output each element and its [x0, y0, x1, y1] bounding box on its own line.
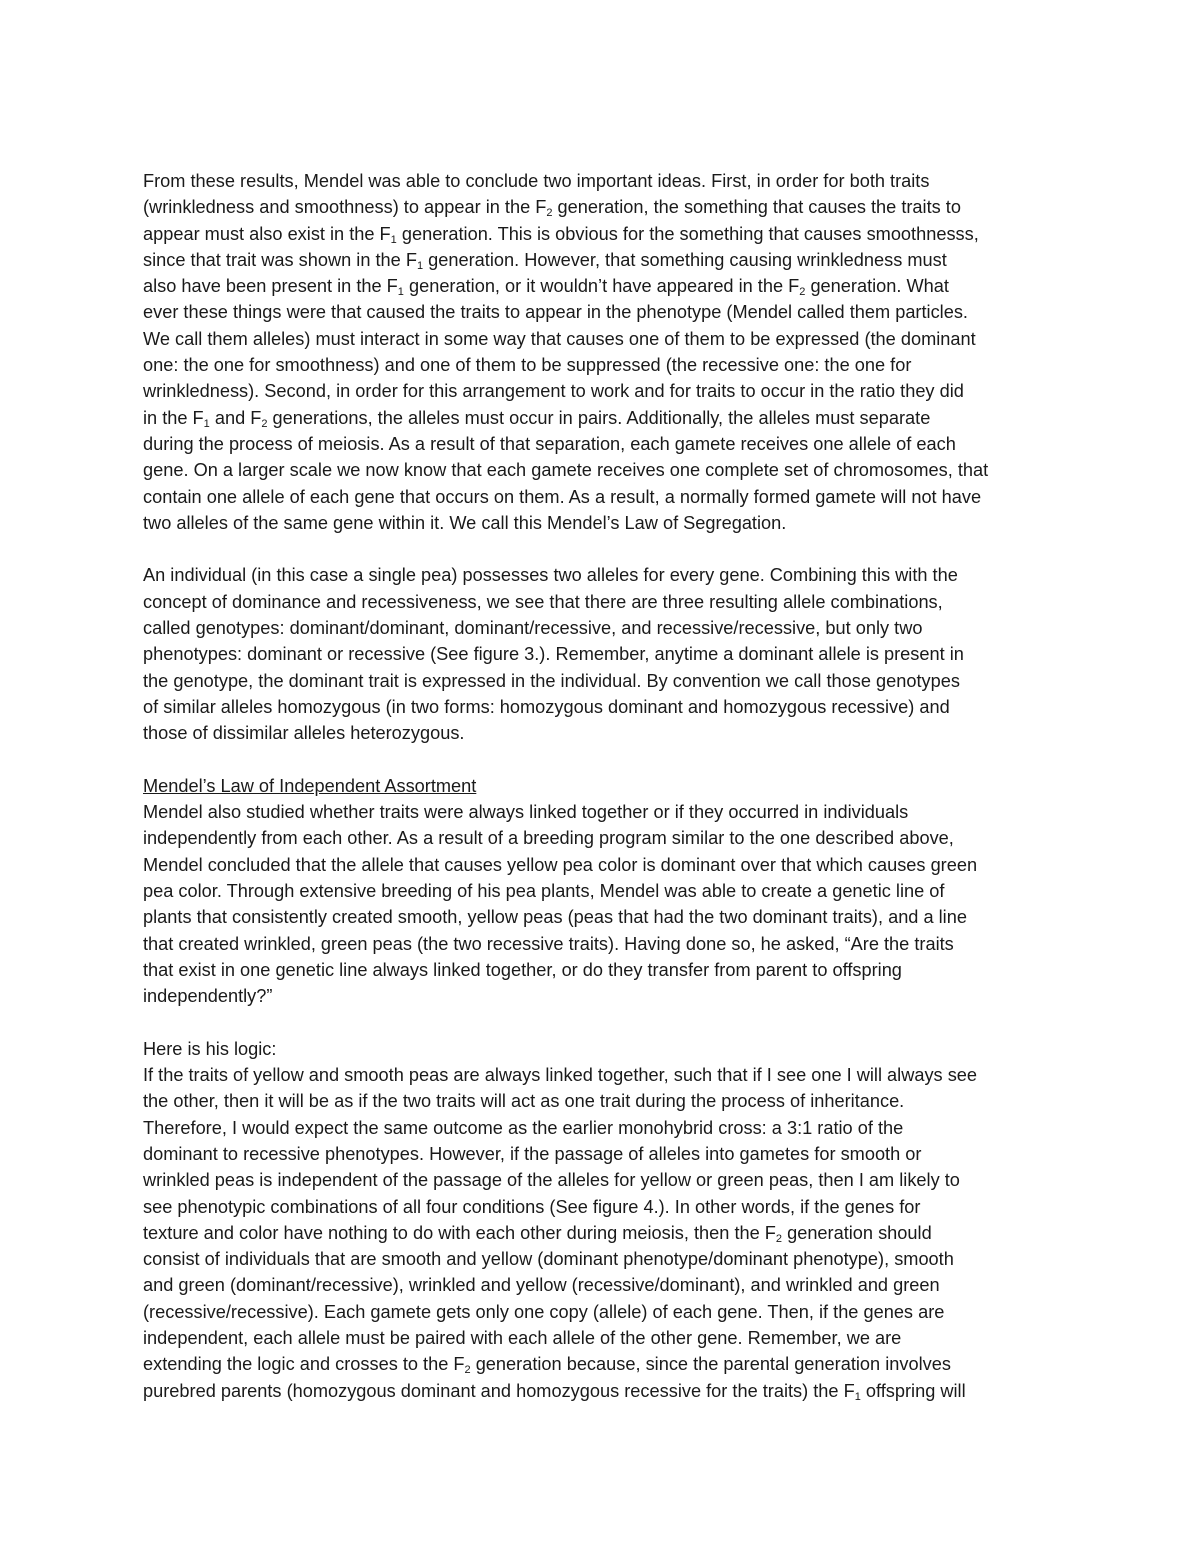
paragraph-segregation: [143, 168, 1073, 536]
text-line: gene. On a larger scale we now know that each gamete receives one complete set of chromosomes, that: [143, 460, 989, 481]
paragraph-spacer: [143, 747, 1073, 773]
text-line: the other, then it will be as if the two traits will act as one trait during the process of inheritance.: [143, 1091, 905, 1112]
text-line: the genotype, the dominant trait is expressed in the individual. By convention we call those genotypes: [143, 670, 960, 691]
text-line: dominant to recessive phenotypes. However, if the passage of alleles into gametes for smooth or: [143, 1143, 922, 1164]
text-line: Here is his logic:: [143, 1038, 277, 1059]
text-line: texture and color have nothing to do with each other during meiosis, then the $F_2$ generation should: [143, 1222, 932, 1245]
section-independent-assortment: [143, 773, 1073, 1010]
text-line: during the process of meiosis. As a result of that separation, each gamete receives one allele of each: [143, 433, 956, 454]
text-line: From these results, Mendel was able to conclude two important ideas. First, in order for both traits: [143, 171, 930, 191]
subscript: 1: [854, 1390, 861, 1403]
text-line: plants that consistently created smooth, yellow peas (peas that had the two dominant traits), and a line: [143, 907, 967, 928]
text-line: those of dissimilar alleles heterozygous.: [143, 723, 465, 744]
text-line: called genotypes: dominant/dominant, dominant/recessive, and recessive/recessive, but only two: [143, 618, 923, 639]
text-line: Therefore, I would expect the same outcome as the earlier monohybrid cross: a 3:1 ratio of the: [143, 1117, 904, 1138]
subscript: 1: [390, 233, 397, 246]
paragraph-spacer: [143, 1010, 1073, 1036]
text-line: and green (dominant/recessive), wrinkled and yellow (recessive/dominant), and wrinkled and green: [143, 1275, 940, 1296]
text-line: independently?”: [143, 986, 273, 1007]
subscript: 1: [416, 259, 424, 272]
subscript: 2: [464, 1364, 471, 1377]
text-line: two alleles of the same gene within it. We call this Mendel’s Law of Segregation.: [143, 512, 787, 533]
text-line: An individual (in this case a single pea) possesses two alleles for every gene. Combining this with the: [143, 565, 958, 586]
text-line: see phenotypic combinations of all four conditions (See figure 4.). In other words, if the genes for: [143, 1196, 921, 1217]
text-line: (recessive/recessive). Each gamete gets only one copy (allele) of each gene. Then, if the genes are: [143, 1301, 945, 1322]
paragraph-spacer: [143, 536, 1073, 562]
text-line: independently from each other. As a result of a breeding program similar to the one described above,: [143, 828, 954, 849]
text-line: Mendel concluded that the allele that causes yellow pea color is dominant over that which causes green: [143, 854, 978, 875]
text-line: concept of dominance and recessiveness, we see that there are three resulting allele combinations,: [143, 591, 943, 612]
text-line: consist of individuals that are smooth and yellow (dominant phenotype/dominant phenotype), smooth: [143, 1249, 954, 1270]
subscript: 2: [546, 207, 553, 220]
subscript: 2: [775, 1232, 783, 1245]
section-heading: Mendel’s Law of Independent Assortment: [143, 775, 477, 796]
subscript: 2: [799, 286, 806, 299]
text-line: that created wrinkled, green peas (the two recessive traits). Having done so, he asked, “Are the traits: [143, 933, 954, 954]
text-line: Mendel also studied whether traits were always linked together or if they occurred in individuals: [143, 802, 909, 823]
subscript: 1: [203, 417, 210, 430]
text-line: in the $F_1$ and $F_2$ generations, the alleles must occur in pairs. Additionally, the alleles must separate: [143, 407, 931, 430]
text-line: wrinkledness). Second, in order for this arrangement to work and for traits to occur in the ratio they did: [143, 381, 964, 402]
text-line: We call them alleles) must interact in some way that causes one of them to be expressed (the dominant: [143, 328, 976, 349]
paragraph-logic: [143, 1036, 1073, 1404]
text-line: (wrinkledness and smoothness) to appear in the $F_2$ generation, the something that causes the traits to: [143, 197, 961, 220]
text-line: independent, each allele must be paired with each allele of the other gene. Remember, we are: [143, 1328, 902, 1349]
text-line: purebred parents (homozygous dominant and homozygous recessive for the traits) the $F_1$ offspring will: [143, 1380, 966, 1403]
text-line: wrinkled peas is independent of the passage of the alleles for yellow or green peas, then I am likely to: [143, 1170, 960, 1191]
text-line: appear must also exist in the $F_1$ generation. This is obvious for the something that causes smoothnesss,: [143, 223, 979, 246]
text-line: If the traits of yellow and smooth peas are always linked together, such that if I see one I will always see: [143, 1065, 978, 1086]
document-body: [143, 168, 1073, 1404]
text-line: that exist in one genetic line always linked together, or do they transfer from parent to offspring: [143, 959, 902, 980]
text-line: of similar alleles homozygous (in two forms: homozygous dominant and homozygous recessive) and: [143, 696, 950, 717]
text-line: extending the logic and crosses to the $F_2$ generation because, since the parental generation involves: [143, 1354, 951, 1377]
text-line: phenotypes: dominant or recessive (See figure 3.). Remember, anytime a dominant allele is present in: [143, 644, 964, 665]
text-line: since that trait was shown in the $F_1$ generation. However, that something causing wrinkledness must: [143, 249, 947, 272]
subscript: 1: [397, 286, 404, 299]
text-line: ever these things were that caused the traits to appear in the phenotype (Mendel called them particles.: [143, 302, 968, 323]
paragraph-genotypes: [143, 562, 1073, 746]
text-line: also have been present in the $F_1$ generation, or it wouldn’t have appeared in the $F_2$ generation. What: [143, 276, 949, 299]
text-line: pea color. Through extensive breeding of his pea plants, Mendel was able to create a genetic line of: [143, 881, 945, 902]
text-line: contain one allele of each gene that occurs on them. As a result, a normally formed gamete will not have: [143, 486, 982, 507]
text-line: one: the one for smoothness) and one of them to be suppressed (the recessive one: the one for: [143, 355, 912, 376]
subscript: 2: [261, 417, 268, 430]
